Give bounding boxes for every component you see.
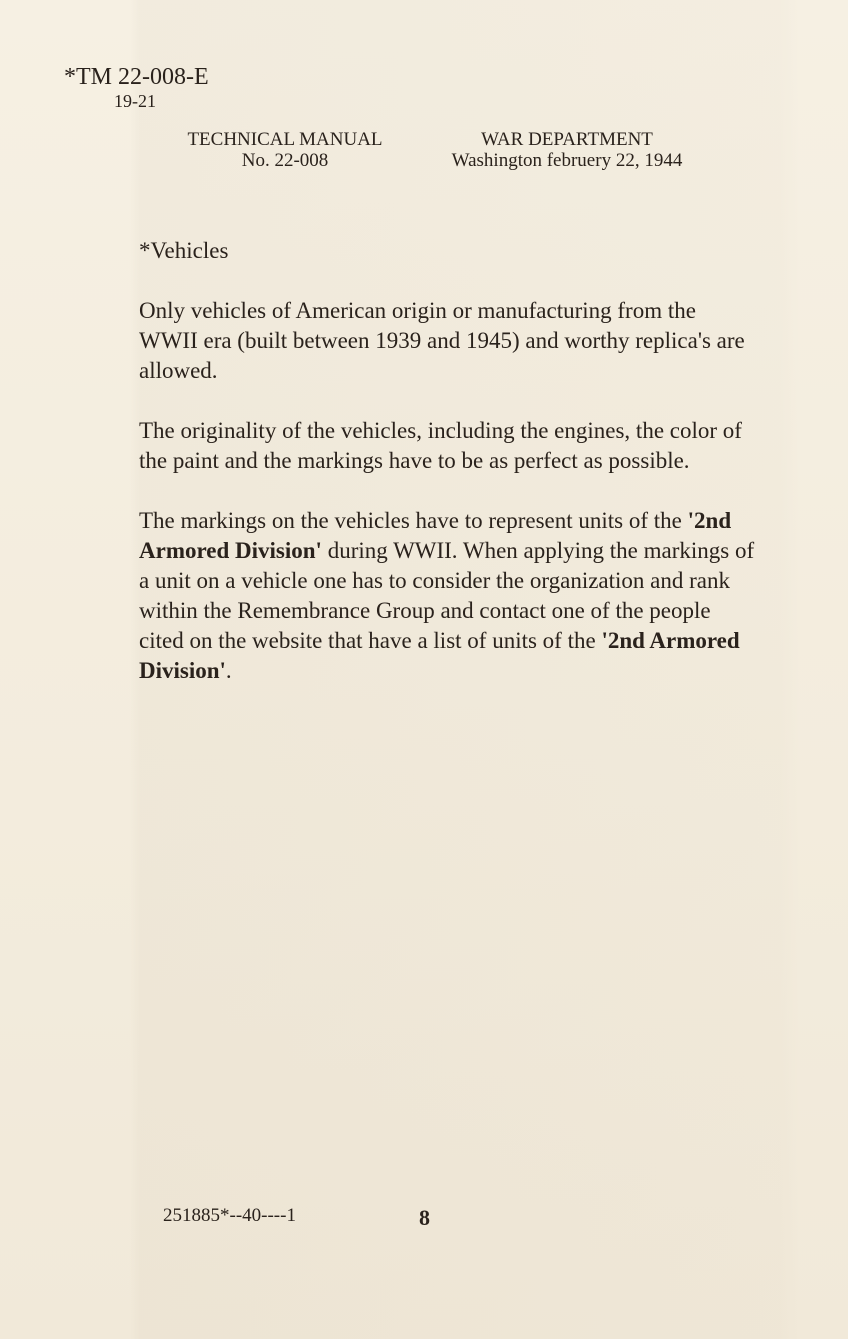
header-manual-number: No. 22-008 (241, 150, 329, 171)
markings-text-c: . (225, 658, 232, 683)
document-body (139, 236, 759, 716)
division-name-2: '2nd Armored Division' (139, 628, 740, 683)
header-left (178, 129, 392, 171)
header-war-department: WAR DEPARTMENT (481, 129, 653, 150)
paragraph-originality: The originality of the vehicles, including the engines, the color of the paint and the markings have to be as perfect as possible. (139, 418, 742, 473)
header-date-location: Washington februery 22, 1944 (451, 150, 683, 171)
header-right (438, 129, 696, 171)
page-number: 8 (419, 1205, 430, 1230)
print-code: 251885*--40----1 (163, 1205, 296, 1226)
paragraph-markings (139, 506, 759, 686)
manual-stamp (64, 63, 209, 111)
paragraph-origin: Only vehicles of American origin or manufacturing from the WWII era (built between 1939 and 1945) and worthy replica's are allowed. (139, 298, 745, 383)
markings-text-b: during WWII. When applying the markings of a unit on a vehicle one has to consider the organization and rank within the Remembrance Group and contact one of the people cited on the website that have a list of units of the (139, 538, 755, 653)
division-name-1: '2nd Armored Division' (139, 508, 732, 563)
section-title: *Vehicles (139, 238, 229, 263)
manual-code: *TM 22-008-E (64, 64, 209, 90)
markings-text-a: The markings on the vehicles have to represent units of the (139, 508, 688, 533)
header-technical-manual: TECHNICAL MANUAL (187, 129, 383, 150)
manual-subcode: 19-21 (114, 91, 156, 111)
